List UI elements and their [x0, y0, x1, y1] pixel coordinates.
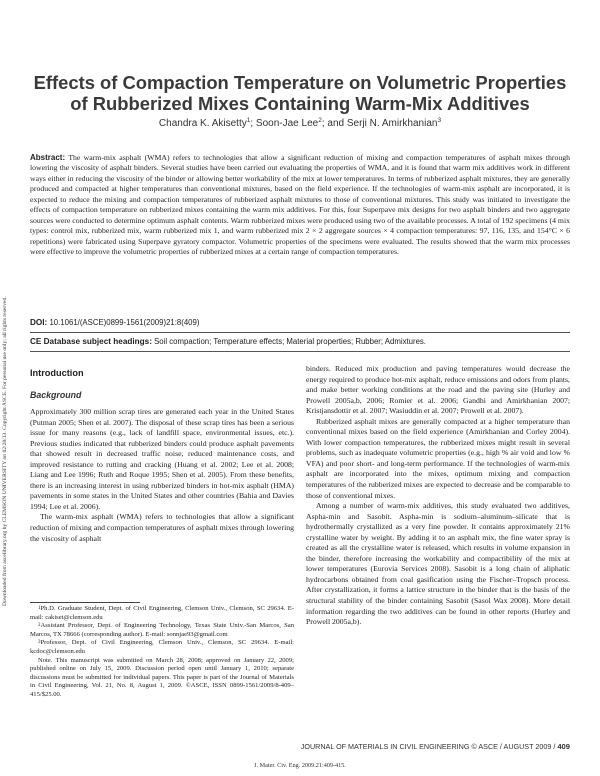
- introduction-heading: Introduction: [30, 368, 84, 378]
- footnote-text: Assistant Professor, Dept. of Engineering Technology, Texas State Univ.-San Marcos, San Marcos, TX 78666 (corresponding author). E-mail: sonnjae93@gmail.com: [30, 622, 294, 638]
- page-number: 409: [557, 742, 570, 751]
- author-separator: ;: [250, 118, 256, 129]
- left-column-text: [30, 407, 294, 544]
- footnote-marker: 3: [38, 640, 41, 646]
- title-line-2: of Rubberized Mixes Containing Warm-Mix Additives: [70, 93, 530, 114]
- title-line-1: Effects of Compaction Temperature on Volumetric Properties: [33, 72, 567, 93]
- paper-title: [30, 72, 570, 114]
- body-paragraph: Rubberized asphalt mixes are generally compacted at a higher temperature than conventional mixes based on the field experience (Amirkhanian and Corley 2004). With lower compaction temperatures, the rubberized mixes might result in several problems, such as inadequate volumetric properties (e.g., high % air void and low % VFA) and poor short- and long-term performance. If the technologies of warm-mix asphalt are incorporated into the mixes, optimum mixing and compaction temperatures of the rubberized mixes are expected to decrease and be comparable to those of conventional mixes.: [306, 416, 570, 500]
- divider: [30, 351, 570, 352]
- journal-footer: [200, 742, 570, 751]
- abstract: [30, 153, 570, 258]
- footnote-marker: 2: [38, 623, 41, 629]
- author-list: [30, 118, 570, 129]
- subject-headings-line: [30, 337, 570, 346]
- author-affiliation-marker: 2: [318, 117, 322, 124]
- footnote-text: Professor, Dept. of Civil Engineering, Clemson Univ., Clemson, SC 29634. E-mail: kcdoc@clemson.edu: [30, 639, 294, 655]
- background-heading: Background: [30, 390, 82, 400]
- author-name: Chandra K. Akisetty: [158, 118, 247, 129]
- author-affiliation-marker: 3: [437, 117, 442, 124]
- divider: [30, 332, 570, 333]
- footnote: [30, 639, 294, 656]
- subject-headings-label: CE Database subject headings:: [30, 337, 152, 346]
- author-affiliation-marker: 1: [246, 117, 251, 124]
- journal-footer-text: JOURNAL OF MATERIALS IN CIVIL ENGINEERING © ASCE / AUGUST 2009 /: [300, 742, 556, 751]
- abstract-text: The warm-mix asphalt (WMA) refers to technologies that allow a significant reduction of mixing and compaction temperatures of asphalt mixes through lowering the viscosity of asphalt binders. Several studies have been carried out evaluating the properties of WMA, and it is found that warm mix additives work in different ways either in reducing the viscosity of the binder or allowing better workability of the mix at lower temperatures. In terms of rubberized asphalt mixtures, they are generally produced and compacted at higher temperatures than conventional mixtures, based on the field experience. If the technologies of warm-mix asphalt are incorporated, it is expected to reduce the mixing and compaction temperatures of rubberized asphalt mixtures to those of conventional mixtures. This study was initiated to investigate the effects of compaction temperature on rubberized mixes containing the warm mix additives. For this, four Superpave mix designs for two asphalt binders and two aggregate sources were conducted to determine optimum asphalt contents. Warm rubberized mixes were produced using two of the available processes. A total of 192 specimens (4 mix types: control mix, rubberized mix, warm rubberized mix 1, and warm rubberized mix 2 × 2 aggregate sources × 4 compaction temperatures: 97, 116, 135, and 154°C × 6 repetitions) were fabricated using Superpave gyratory compactor. Volumetric properties of the specimens were evaluated. The results showed that the warm mix processes were effective to improve the volumetric properties of rubberized mixes at a certain range of compaction temperatures.: [30, 153, 570, 257]
- body-paragraph: Among a number of warm-mix additives, this study evaluated two additives, Aspha-min and Sasobit. Aspha-min is sodium–aluminum–silicate that is hydrothermally crystallized as a very fine powder. It contains approximately 21% crystalline water by weight. By adding it to an asphalt mix, the fine water spray is created as all the crystalline water is released, which results in volume expansion in the binder, therefore increasing the workability and compactibility of the mix at lower temperatures (Eurovia Services 2008). Sasobit is a long chain of aliphatic hydrocarbons obtained from coal gasification using the Fischer–Tropsch process. After crystallization, it forms a lattice structure in the binder that is the basis of the structural stability of the binder containing Sasobit (Sasol Wax 2008). More detail information regarding the two additives can be found in other reports (Hurley and Prowell 2005a,b).: [306, 501, 570, 627]
- author-name: Soon-Jae Lee: [255, 118, 319, 129]
- download-notice: Downloaded from ascelibrary.org by CLEMSON UNIVERSITY on 02/28/13. Copyright ASCE. For personal use only; all rights reserved.: [2, 296, 8, 606]
- right-column-text: [306, 364, 570, 628]
- body-paragraph: binders. Reduced mix production and paving temperatures would decrease the energy required to produce hot-mix asphalt, reduce emissions and odors from plants, and make better working conditions at the road and the paving site (Hurley and Prowell 2005a,b, 2006; Romier et al. 2006; Gandhi and Amirkhanian 2007; Kristjansdottir et al. 2007; Wasiuddin et al. 2007; Prowell et al. 2007).: [306, 364, 570, 416]
- footnote-marker: 1: [38, 606, 41, 611]
- footnote-text: Ph.D. Graduate Student, Dept. of Civil Engineering, Clemson Univ., Clemson, SC 29634. E-mail: cakiset@clemson.edu: [30, 605, 294, 621]
- author-name: Serji N. Amirkhanian: [346, 118, 438, 129]
- body-paragraph: Approximately 300 million scrap tires are generated each year in the United States (Putman 2005; Shen et al. 2007). The disposal of these scrap tires has been a serious issue for many reasons (e.g., lack of landfill space, environmental issues, etc.). Previous studies indicated that rubberized binders could produce asphalt pavements that showed result in decreased traffic noise, reduced maintenance costs, and improved resistance to rutting and cracking (Huang et al. 2002; Lee et al. 2008; Liang and Lee 1996; Ruth and Roque 1995; Shen et al. 2005). From these benefits, there is an increasing interest in using rubberized binders in hot-mix asphalt (HMA) pavements in some states in the United States and other countries (Bahia and Davies 1994; Lee et al. 2006).: [30, 407, 294, 511]
- footnote: [30, 622, 294, 639]
- footnotes: [30, 605, 294, 700]
- footnote: [30, 605, 294, 622]
- author-separator: ; and: [321, 118, 347, 129]
- subject-headings-value: Soil compaction; Temperature effects; Material properties; Rubber; Admixtures.: [154, 337, 426, 346]
- doi-value: 10.1061/(ASCE)0899-1561(2009)21:8(409): [49, 318, 200, 327]
- citation-footer: J. Mater. Civ. Eng. 2009.21:409-415.: [254, 762, 346, 769]
- submission-note: Note. This manuscript was submitted on March 28, 2008; approved on January 22, 2009; published online on July 15, 2009. Discussion period open until January 1, 2010; separate discussions must be submitted for individual papers. This paper is part of the Journal of Materials in Civil Engineering, Vol. 21, No. 8, August 1, 2009. ©ASCE, ISSN 0899-1561/2009/8-409–415/$25.00.: [30, 656, 294, 698]
- footnote-rule: [30, 602, 140, 603]
- doi-label: DOI:: [30, 318, 48, 327]
- abstract-label: Abstract:: [30, 153, 66, 162]
- body-paragraph: The warm-mix asphalt (WMA) refers to technologies that allow a significant reduction of mixing and compaction temperatures of asphalt mixes through lowering the viscosity of asphalt: [30, 512, 294, 543]
- doi-line: [30, 318, 570, 327]
